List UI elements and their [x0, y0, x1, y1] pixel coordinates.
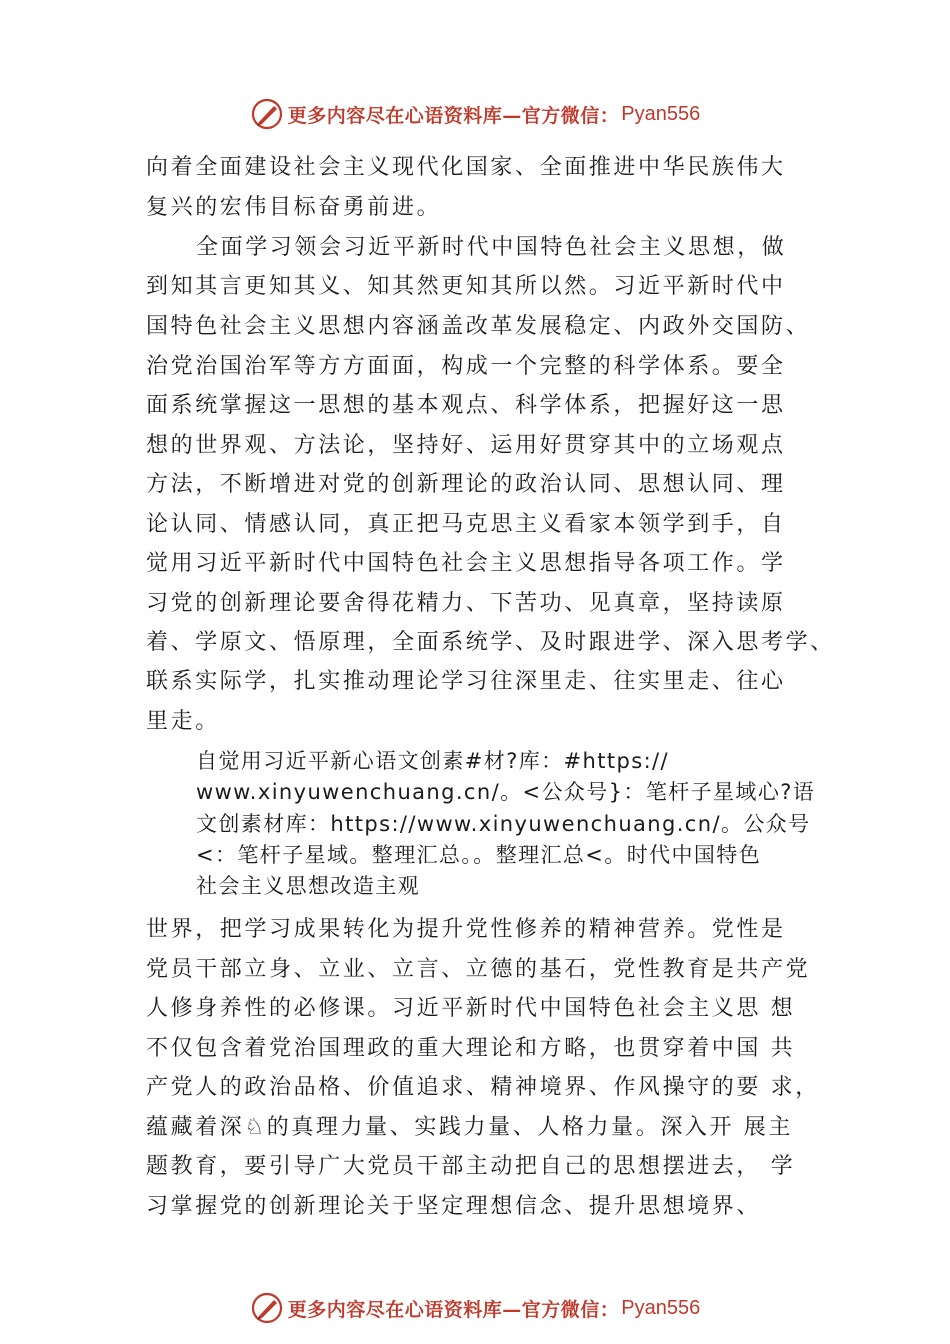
text-line: 世界，把学习成果转化为提升党性修养的精神营养。党性是 [146, 917, 786, 942]
text-line: 不仅包含着党治国理政的重大理论和方略，也贯穿着中国 共 [146, 1036, 796, 1061]
text-line: 党员干部立身、立业、立言、立德的基石，党性教育是共产党 [146, 957, 811, 982]
text-line: 人修身养性的必修课。习近平新时代中国特色社会主义思 想 [146, 996, 796, 1021]
text-line: 习党的创新理论要舍得花精力、下苦功、见真章，坚持读原 [146, 591, 786, 616]
text-line: 习掌握党的创新理论关于坚定理想信念、提升思想境界、 [146, 1194, 762, 1219]
text-line: 想的世界观、方法论，坚持好、运用好贯穿其中的立场观点 [146, 433, 786, 458]
ref-line: 文创素材库：https://www.xinyuwenchuang.cn/。公众号 [196, 812, 811, 836]
ref-line: <：笔杆子星域。整理汇总。。整理汇总<。时代中国特色 [196, 843, 762, 867]
text-line: 国特色社会主义思想内容涵盖改革发展稳定、内政外交国防、 [146, 314, 811, 339]
text-line: 复兴的宏伟目标奋勇前进。 [146, 195, 442, 220]
watermark-wechat-id: Pyan556 [621, 102, 701, 125]
pen-logo-icon [250, 97, 284, 131]
text-line: 全面学习领会习近平新时代中国特色社会主义思想，做 [196, 235, 787, 260]
text-line: 着、学原文、悟原理，全面系统学、及时跟进学、深入思考学、 [146, 630, 835, 655]
pen-logo-icon [250, 1291, 284, 1325]
watermark-brand-text: 更多内容尽在心语资料库—官方微信： [287, 104, 620, 127]
text-line: 治党治国治军等方方面面，构成一个完整的科学体系。要全 [146, 354, 786, 379]
text-line: 觉用习近平新时代中国特色社会主义思想指导各项工作。学 [146, 551, 786, 576]
header-watermark [0, 94, 950, 134]
text-line: 联系实际学，扎实推动理论学习往深里走、往实里走、往心 [146, 669, 786, 694]
text-line: 面系统掌握这一思想的基本观点、科学体系，把握好这一思 [146, 393, 786, 418]
footer-watermark [0, 1288, 950, 1328]
text-line: 到知其言更知其义、知其然更知其所以然。习近平新时代中 [146, 274, 786, 299]
text-line: 方法，不断增进对党的创新理论的政治认同、思想认同、理 [146, 472, 786, 497]
ref-line: 自觉用习近平新心语文创素#材?库：#https:// [196, 749, 670, 773]
text-line: 里走。 [146, 709, 220, 734]
watermark-brand-text: 更多内容尽在心语资料库—官方微信： [287, 1298, 620, 1321]
text-line: 蕴藏着深♘的真理力量、实践力量、人格力量。深入开 展主 [146, 1115, 793, 1140]
watermark-wechat-id: Pyan556 [621, 1296, 701, 1319]
text-line: 向着全面建设社会主义现代化国家、全面推进中华民族伟大 [146, 155, 786, 180]
text-line: 产党人的政治品格、价值追求、精神境界、作风操守的要 求， [146, 1075, 820, 1100]
ref-line: 社会主义思想改造主观 [196, 874, 420, 898]
text-line: 论认同、情感认同，真正把马克思主义看家本领学到手，自 [146, 512, 786, 537]
text-line: 题教育，要引导广大党员干部主动把自己的思想摆进去， 学 [146, 1154, 796, 1179]
ref-line: www.xinyuwenchuang.cn/。<公众号}：笔杆子星域心?语 [196, 780, 816, 804]
